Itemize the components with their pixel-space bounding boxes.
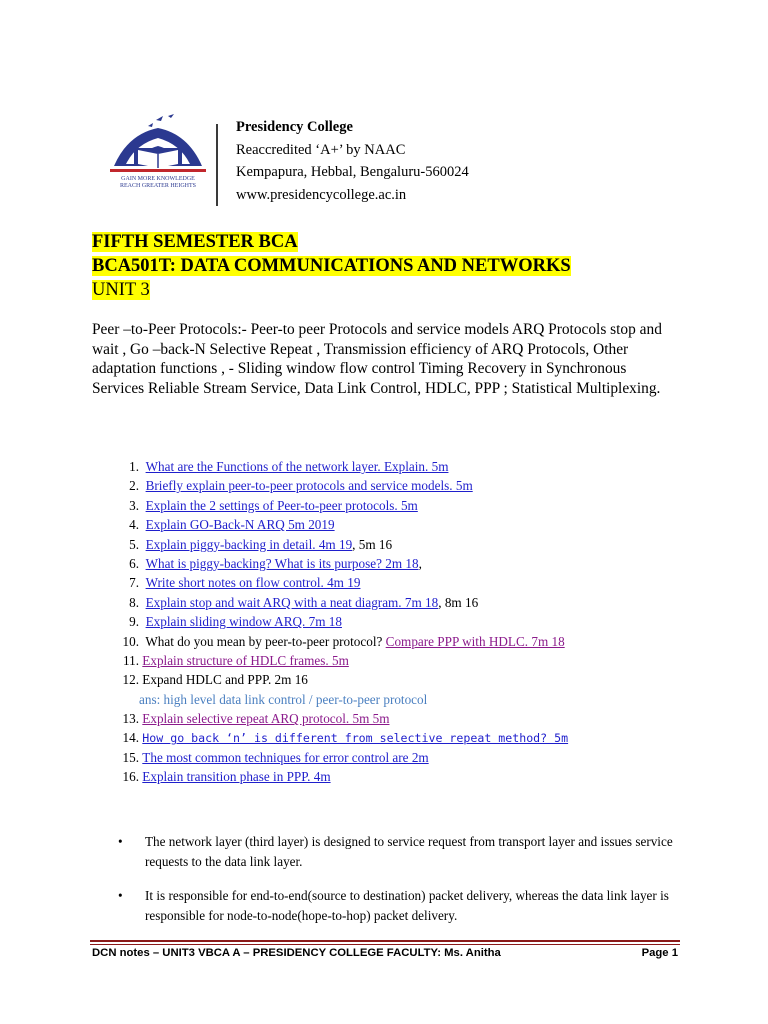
question-link[interactable]: The most common techniques for error control are 2m: [142, 749, 429, 765]
question-link[interactable]: Write short notes on flow control. 4m 19: [145, 575, 361, 591]
semester-title: FIFTH SEMESTER BCA: [92, 232, 298, 252]
list-item: 11. Explain structure of HDLC frames. 5m: [123, 652, 349, 668]
list-item: 7. Write short notes on flow control. 4m 19: [129, 575, 361, 591]
question-link[interactable]: Explain selective repeat ARQ protocol. 5m 5m: [142, 711, 390, 727]
footer-rule: [90, 940, 680, 942]
college-logo: [104, 114, 212, 194]
list-item: 15. The most common techniques for error control are 2m: [122, 749, 429, 765]
header-divider: [216, 124, 218, 206]
question-link[interactable]: Compare PPP with HDLC. 7m 18: [385, 633, 565, 649]
course-title: BCA501T: DATA COMMUNICATIONS AND NETWORKS: [92, 256, 571, 276]
list-item: • It is responsible for end-to-end(source to destination) packet delivery, whereas the data link layer is responsible for node-to-node(hope-to-hop) packet delivery.: [118, 888, 669, 923]
footer-text: DCN notes – UNIT3 VBCA A – PRESIDENCY COLLEGE FACULTY: Ms. Anitha: [92, 947, 501, 959]
question-link[interactable]: Explain sliding window ARQ. 7m 18: [145, 614, 342, 630]
question-link[interactable]: How go back ‘n’ is different from selective repeat method? 5m: [142, 731, 569, 746]
accreditation: Reaccredited ‘A+’ by NAAC: [236, 141, 406, 158]
question-link[interactable]: Explain transition phase in PPP. 4m: [142, 769, 331, 785]
list-item: 16. Explain transition phase in PPP. 4m: [122, 769, 331, 785]
website: www.presidencycollege.ac.in: [236, 186, 407, 203]
list-item: 6. What is piggy-backing? What is its purpose? 2m 18,: [129, 555, 422, 571]
college-name: Presidency College: [236, 119, 353, 135]
question-link[interactable]: What is piggy-backing? What is its purpose? 2m 18: [145, 555, 419, 571]
question-link[interactable]: Briefly explain peer-to-peer protocols and service models. 5m: [145, 478, 473, 494]
question-list: [104, 457, 568, 787]
list-item: 13. Explain selective repeat ARQ protocol. 5m 5m: [122, 711, 390, 727]
list-item: 3. Explain the 2 settings of Peer-to-peer protocols. 5m: [129, 497, 418, 513]
list-item: 1. What are the Functions of the network layer. Explain. 5m: [129, 459, 449, 474]
question-link[interactable]: Explain GO-Back-N ARQ 5m 2019: [145, 517, 335, 533]
list-item: 8. Explain stop and wait ARQ with a neat diagram. 7m 18, 8m 16: [129, 594, 479, 610]
page-number: Page 1: [641, 947, 678, 959]
list-item: 2. Briefly explain peer-to-peer protocols and service models. 5m: [129, 478, 473, 494]
question-link[interactable]: What are the Functions of the network layer. Explain. 5m: [145, 459, 449, 474]
page-heading: [92, 230, 571, 302]
list-item: 14. How go back ‘n’ is different from selective repeat method? 5m: [122, 730, 569, 746]
bullet-icon: •: [118, 834, 123, 849]
college-info: [236, 116, 469, 206]
list-item: 9. Explain sliding window ARQ. 7m 18: [129, 614, 342, 630]
list-item: 4. Explain GO-Back-N ARQ 5m 2019: [129, 517, 335, 533]
notes-bullets: [118, 832, 708, 940]
syllabus-paragraph: Peer –to-Peer Protocols:- Peer-to peer Protocols and service models ARQ Protocols stop and wait , Go –back-N Selective Repeat , Transmission efficiency of ARQ Protocols, Other adaptation functions , - Sliding window flow control Timing Recovery in Synchronous Services Reliable Stream Service, Data Link Control, HDLC, PPP ; Statistical Multiplexing.: [92, 321, 662, 397]
list-item: 12. Expand HDLC and PPP. 2m 16: [122, 672, 308, 688]
unit-title: UNIT 3: [92, 280, 150, 300]
svg-text:REACH GREATER HEIGHTS: REACH GREATER HEIGHTS: [120, 183, 196, 189]
question-link[interactable]: Explain the 2 settings of Peer-to-peer protocols. 5m: [145, 497, 418, 513]
list-item: • The network layer (third layer) is designed to service request from transport layer and issues service requests to the data link layer.: [118, 834, 673, 869]
svg-text:GAIN MORE KNOWLEDGE: GAIN MORE KNOWLEDGE: [121, 176, 195, 182]
footer-rule-thin: [90, 944, 680, 945]
page-footer: [92, 947, 678, 959]
question-link[interactable]: Explain structure of HDLC frames. 5m: [142, 652, 349, 668]
list-item: 5. Explain piggy-backing in detail. 4m 19, 5m 16: [129, 536, 393, 552]
list-item: 10. What do you mean by peer-to-peer protocol? Compare PPP with HDLC. 7m 18: [122, 633, 565, 649]
answer-text: ans: high level data link control / peer-to-peer protocol: [139, 691, 428, 707]
question-link[interactable]: Explain piggy-backing in detail. 4m 19: [145, 536, 353, 552]
college-logo-icon: [104, 114, 212, 194]
address: Kempapura, Hebbal, Bengaluru-560024: [236, 164, 469, 180]
bullet-icon: •: [118, 888, 123, 903]
question-link[interactable]: Explain stop and wait ARQ with a neat diagram. 7m 18: [145, 594, 439, 610]
